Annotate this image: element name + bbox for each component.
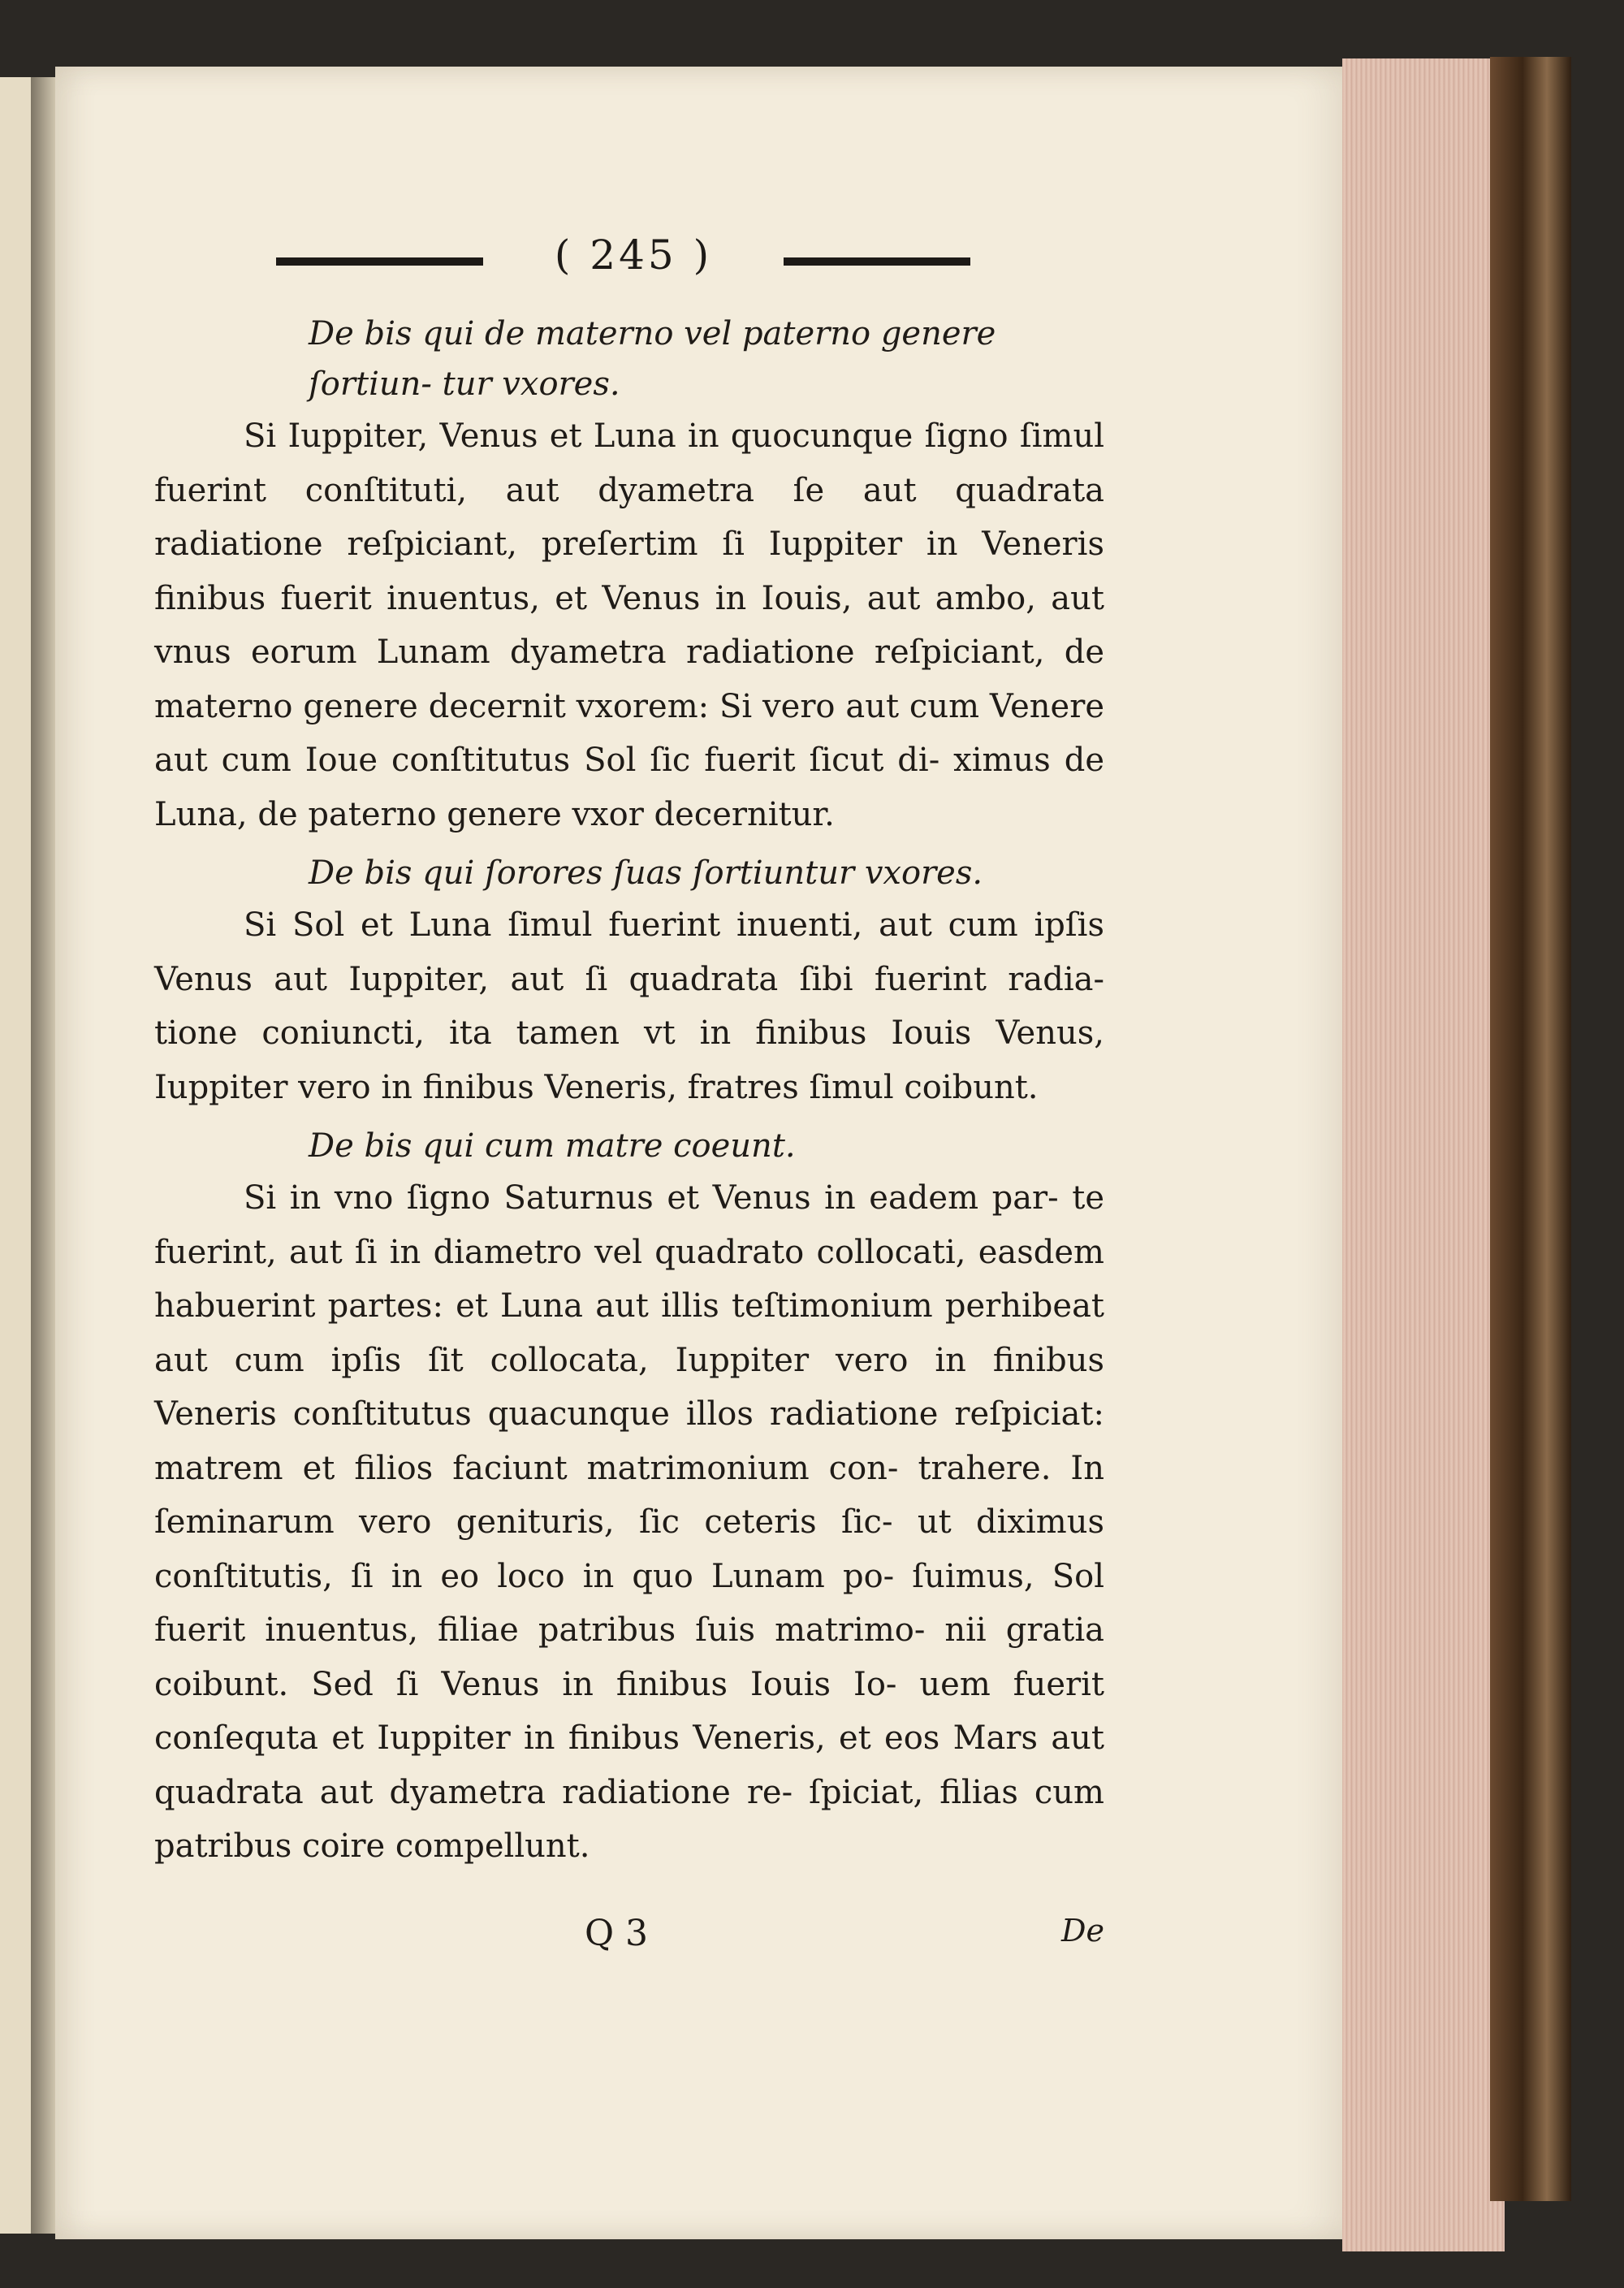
running-header [268, 231, 974, 288]
book-cover-edge [1490, 57, 1571, 2201]
page-block-edge [1342, 58, 1505, 2251]
header-rule-right [784, 257, 970, 266]
signature-mark: Q 3 [585, 1913, 649, 1954]
section-paragraph: Si Sol et Luna ſimul fuerint inuenti, aut cum ipſis Venus aut Iuppiter, aut ſi quadrata ſibi fuerint radia- tione coniuncti, ita tamen vt in finibus Iouis Venus, Iuppiter vero in finibus Veneris, fratres ſimul coibunt. [154, 906, 1104, 1106]
header-rule-left [276, 257, 483, 266]
facing-page-edge [0, 77, 32, 2234]
section-paragraph: Si Iuppiter, Venus et Luna in quocunque ſigno ſimul fuerint conſtituti, aut dyametra ſe aut quadrata radiatione reſpiciant, preſertim ſi Iuppiter in Veneris finibus fuerit inuentus, et Venus in Iouis, aut ambo, aut vnus eorum Lunam dyametra radiatione reſpiciant, de materno genere decernit vxorem: Si vero aut cum Venere aut cum Ioue conſtitutus Sol ſic fuerit ſicut di- ximus de Luna, de paterno genere vxor decernitur. [154, 417, 1104, 833]
book-gutter [31, 77, 55, 2234]
section-heading: De bis qui ſorores ſuas ſortiuntur vxores. [309, 854, 983, 892]
section-heading: De bis qui de materno vel paterno genere ſortiun- tur vxores. [309, 315, 996, 403]
page-text [154, 309, 1104, 1874]
page-number: ( 245 ) [554, 231, 713, 279]
section-heading: De bis qui cum matre coeunt. [309, 1127, 796, 1165]
section-paragraph: Si in vno ſigno Saturnus et Venus in eadem par- te fuerint, aut ſi in diametro vel quadrato collocati, easdem habuerint partes: et Luna aut illis teſtimonium perhibeat aut cum ipſis ſit collocata, Iuppiter vero in finibus Veneris conſtitutus quacunque illos radiatione reſpiciat: matrem et filios faciunt matrimonium con- trahere. In ſeminarum vero genituris, ſic ceteris ſic- ut diximus conſtitutis, ſi in eo loco in quo Lunam po- ſuimus, Sol fuerit inuentus, filiae patribus ſuis matrimo- nii gratia coibunt. Sed ſi Venus in finibus Iouis Io- uem fuerit conſequta et Iuppiter in finibus Veneris, et eos Mars aut quadrata aut dyametra radiatione re- ſpiciat, filias cum patribus coire compellunt. [154, 1179, 1104, 1865]
catchword: De [1061, 1913, 1104, 1948]
page-footer [154, 1913, 1104, 1961]
